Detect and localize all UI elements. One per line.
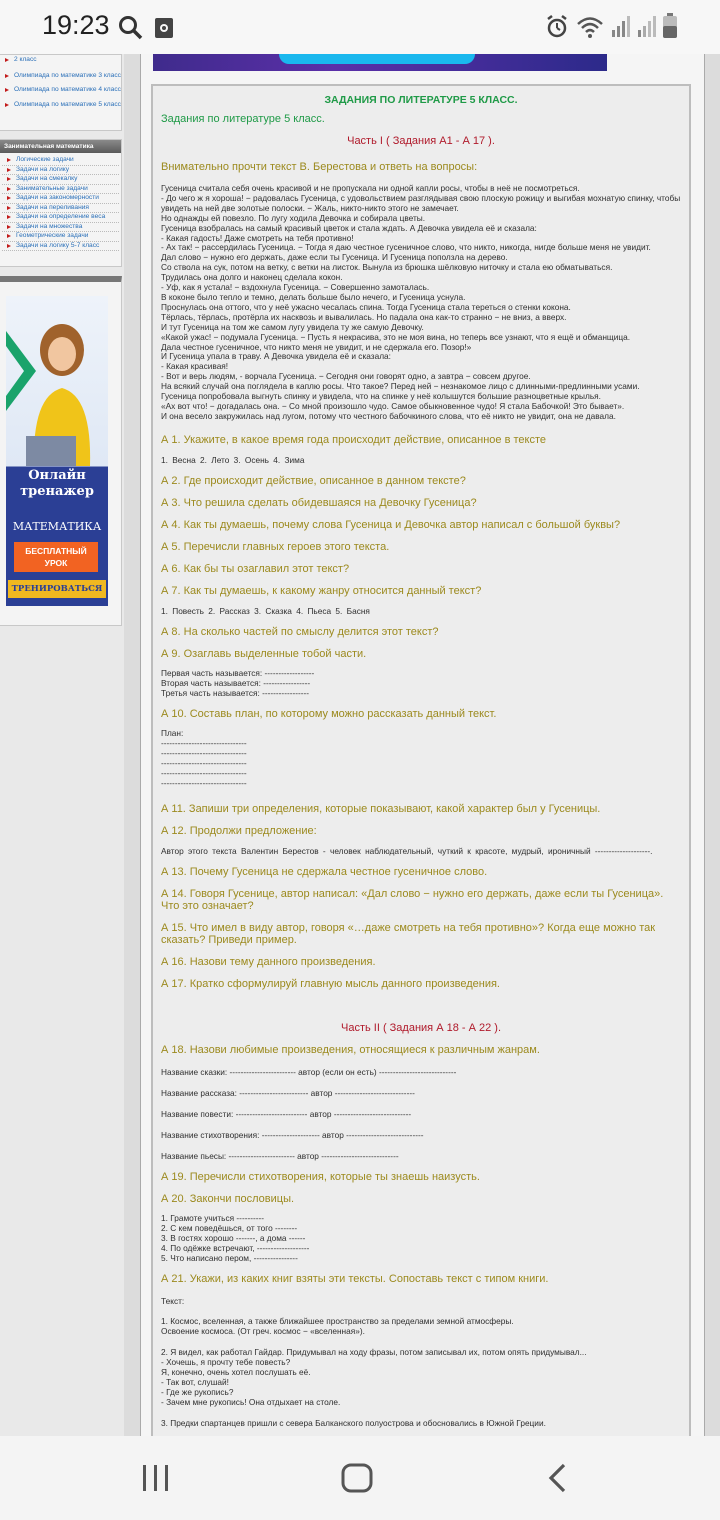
options-a7: 1. Повесть 2. Рассказ 3. Сказка 4. Пьеса 5. Басня <box>161 605 370 616</box>
answer-line: Вторая часть называется: ----------------- <box>161 677 311 688</box>
sidebar-link[interactable]: Задачи на логику 5-7 класс <box>2 242 119 252</box>
story-line: - Уф, как я устала! − вздохнула Гусеница. − Совершенно замоталась. <box>161 282 430 293</box>
question-a8: А 8. На сколько частей по смыслу делится этот текст? <box>161 625 439 638</box>
story-line: - Какая гадость! Даже смотреть на тебя противно! <box>161 232 354 243</box>
story-line: Гусеница взобралась на самый красивый цветок и стала ждать. А Девочка увидела её и сказала: <box>161 222 537 233</box>
question-a6: А 6. Как бы ты озаглавил этот текст? <box>161 562 350 575</box>
story-line: - Вот и верь людям, - ворчала Гусеница. − Сегодня они говорят одно, а завтра − совсем другое. <box>161 371 531 382</box>
question-a10: А 10. Составь план, по которому можно рассказать данный текст. <box>161 708 497 721</box>
question-a7: А 7. Как ты думаешь, к какому жанру относится данный текст? <box>161 584 482 597</box>
story-text <box>161 184 681 422</box>
question-a11: А 11. Запиши три определения, которые показывают, какой характер был у Гусеницы. <box>161 802 601 815</box>
fun-math-box <box>0 139 122 267</box>
question-a13: А 13. Почему Гусеница не сдержала честное гусеничное слово. <box>161 865 488 878</box>
free-lesson-button[interactable] <box>14 542 98 572</box>
text-line: - Зачем мне рукопись! Она отдыхает на столе. <box>161 1396 341 1407</box>
content-area <box>151 84 691 1436</box>
text-3 <box>161 1419 681 1429</box>
alarm-icon <box>545 15 569 39</box>
sidebar-link[interactable]: Задачи на переливания <box>2 204 119 214</box>
question-a4: А 4. Как ты думаешь, почему слова Гусеница и Девочка автор написал с большой буквы? <box>161 518 621 531</box>
text-line: 1. Космос, вселенная, а также ближайшее пространство за пределами земной атмосферы. <box>161 1316 514 1327</box>
sidebar-link[interactable]: Геометрические задачи <box>2 232 119 242</box>
proverb-item: 1. Грамоте учиться ---------- <box>161 1212 265 1223</box>
story-line: Тёрлась, тёрлась, протёрла их насквозь и вывалилась. Но падала она как-то странно − не вниз, а вверх. <box>161 311 567 322</box>
proverb-item: 2. С кем поведёшься, от того -------- <box>161 1222 298 1233</box>
banner-button[interactable] <box>279 54 475 64</box>
question-a12: А 12. Продолжи предложение: <box>161 824 317 837</box>
story-line: - До чего ж я хороша! − радовалась Гусеница, с удовольствием разглядывая свою плоскую рожицу и выгибая мохнатую спинку, чтобы увидеть на ней две золотые полоски. − Жаль, никто-никто этого не замечает. <box>161 192 681 213</box>
back-icon[interactable] <box>545 1462 569 1494</box>
ad-free-2: УРОК <box>44 558 68 568</box>
proverb-item: 3. В гостях хорошо -------, а дома ------ <box>161 1232 306 1243</box>
sidebar-link[interactable]: Олимпиада по математике 4 класс <box>0 86 121 95</box>
answer-line: ------------------------------- <box>161 778 247 788</box>
story-line: И Гусеница упала в траву. А Девочка увидела её и сказала: <box>161 351 391 362</box>
question-a3: А 3. Что решила сделать обидевшаяся на Девочку Гусеница? <box>161 496 477 509</box>
recent-apps-icon[interactable] <box>140 1463 172 1493</box>
story-line: И она весело закружилась над лугом, потому что честного бабочкиного слова, что её никто не увидит, она не давала. <box>161 410 616 421</box>
sentence-a12: Автор этого текста Валентин Берестов - человек наблюдательный, чуткий к красоте, мудрый, ироничный --------------------. <box>161 845 653 856</box>
page-title: ЗАДАНИЯ ПО ЛИТЕРАТУРЕ 5 КЛАСС. <box>324 94 518 106</box>
sidebar <box>0 54 124 1436</box>
question-a5: А 5. Перечисли главных героев этого текста. <box>161 540 390 553</box>
story-line: Со ствола на сук, потом на ветку, с ветки на листок. Вынула из брюшка шёлковую ниточку и стала ею обматываться. <box>161 262 613 273</box>
answer-line: ------------------------------- <box>161 758 247 769</box>
sidebar-link[interactable]: Задачи на закономерности <box>2 194 119 204</box>
answer-line: ------------------------------- <box>161 748 247 759</box>
sidebar-link[interactable]: Занимательные задачи <box>2 185 119 195</box>
ad-title-1: Онлайн <box>28 468 86 483</box>
story-line: Проснулась она оттого, что у неё ужасно чесалась спина. Тогда Гусеница стала тереться о стенки кокона. <box>161 301 571 312</box>
sidebar-link[interactable]: 2 класс <box>0 56 121 65</box>
proverbs-list <box>161 1214 681 1264</box>
part-heading-2: Часть II ( Задания А 18 - А 22 ). <box>341 1021 501 1034</box>
story-line: Трудилась она долго и наконец сделала кокон. <box>161 272 343 283</box>
signal-icon-2 <box>636 14 658 38</box>
text-line: - Где же рукопись? <box>161 1386 234 1397</box>
web-page <box>0 54 720 1436</box>
story-line: Дал слово − нужно его держать, даже если ты Гусеница. И Гусеница поползла на дерево. <box>161 252 508 263</box>
ad-free-1: БЕСПЛАТНЫЙ <box>25 546 87 556</box>
story-line: - Ах так! − рассердилась Гусеница. − Тогда я даю честное гусеничное слово, что никто, никогда, нигде больше меня не увидит. <box>161 242 651 253</box>
question-a18: А 18. Назови любимые произведения, относящиеся к различным жанрам. <box>161 1043 540 1056</box>
answer-line: Первая часть называется: ------------------ <box>161 667 315 678</box>
story-line: И тут Гусеница на том же самом лугу увидела ту же самую Девочку. <box>161 321 424 332</box>
sidebar-link[interactable]: Логические задачи <box>2 156 119 166</box>
question-a17: А 17. Кратко сформулируй главную мысль данного произведения. <box>161 977 500 990</box>
top-banner[interactable] <box>153 54 607 71</box>
battery-icon <box>662 13 678 39</box>
sidebar-link[interactable]: Задачи на определение веса <box>2 213 119 223</box>
genre-row: Название повести: -------------------------- автор ---------------------------- <box>161 1108 412 1119</box>
fun-math-header: Занимательная математика <box>0 140 121 153</box>
home-icon[interactable] <box>340 1462 374 1494</box>
genre-row: Название стихотворения: --------------------- автор ---------------------------- <box>161 1129 424 1140</box>
answer-line: Третья часть называется: ----------------- <box>161 687 310 698</box>
search-icon <box>118 15 144 41</box>
genre-row: Название пьесы: ------------------------ автор ---------------------------- <box>161 1150 399 1161</box>
sidebar-link[interactable]: Олимпиада по математике 5 класс <box>0 101 121 110</box>
plan-label: План: <box>161 728 184 739</box>
answer-line: ------------------------------- <box>161 768 247 779</box>
text-label: Текст: <box>161 1296 185 1307</box>
proverb-item: 4. По одёжке встречают, ------------------- <box>161 1242 310 1253</box>
sidebar-link[interactable]: Олимпиада по математике 3 класс <box>0 72 121 81</box>
screen-record-icon <box>154 17 174 39</box>
genre-row: Название рассказа: ------------------------- автор ----------------------------- <box>161 1087 415 1098</box>
question-a1: А 1. Укажите, в какое время года происходит действие, описанное в тексте <box>161 433 546 446</box>
page-subtitle: Задания по литературе 5 класс. <box>161 113 325 125</box>
train-button[interactable]: ТРЕНИРОВАТЬСЯ <box>8 580 106 598</box>
ad-subject: МАТЕМАТИКА <box>12 520 102 533</box>
wifi-icon <box>576 15 604 39</box>
text-line: 3. Предки спартанцев пришли с севера Балканского полуострова и обосновались в Южной Греции. <box>161 1417 546 1428</box>
story-line: Гусеница считала себя очень красивой и не пропускала ни одной капли росы, чтобы в неё не посмотреться. <box>161 183 580 193</box>
proverb-item: 5. Что написано пером, ---------------- <box>161 1252 298 1263</box>
answer-lines-a9 <box>161 669 681 699</box>
question-a16: А 16. Назови тему данного произведения. <box>161 955 376 968</box>
question-a14: А 14. Говоря Гусенице, автор написал: «Дал слово − нужно его держать, даже если ты Гусеница». Что это означает? <box>161 887 664 912</box>
ad-title-2: тренажер <box>20 484 94 499</box>
story-line: - Какая красивая! <box>161 361 229 372</box>
question-a9: А 9. Озаглавь выделенные тобой части. <box>161 647 367 660</box>
text-line: Освоение космоса. (От греч. космос − «вселенная»). <box>161 1326 365 1337</box>
text-2 <box>161 1348 681 1407</box>
text-line: - Хочешь, я прочту тебе повесть? <box>161 1357 291 1368</box>
sidebar-link[interactable]: Задачи на смекалку <box>2 175 119 185</box>
student-photo <box>26 316 96 466</box>
question-a15: А 15. Что имел в виду автор, говоря «…даже смотреть на тебя противно»? Когда еще можно так сказать? Приведи пример. <box>161 921 656 946</box>
story-line: «Ах вот что! − догадалась она. − Со мной произошло чудо. Самое обыкновенное чудо! Я стала Бабочкой! Это бывает». <box>161 400 625 411</box>
question-a21: А 21. Укажи, из каких книг взяты эти тексты. Сопоставь текст с типом книги. <box>161 1273 549 1286</box>
genre-row: Название сказки: ------------------------ автор (если он есть) ---------------------------- <box>161 1066 457 1077</box>
story-line: «Какой ужас! − подумала Гусеница. − Пусть я некрасива, это не моя вина, но теперь все узнают, что я ещё и обманщица. <box>161 331 631 342</box>
question-a20: А 20. Закончи пословицы. <box>161 1192 295 1205</box>
plan-block <box>161 729 681 788</box>
trainer-ad-banner[interactable] <box>6 296 108 606</box>
story-line: В коконе было тепло и темно, делать больше было нечего, и Гусеница уснула. <box>161 291 466 302</box>
sidebar-link[interactable]: Задачи на множества <box>2 223 119 233</box>
text-line: 2. Я видел, как работал Гайдар. Придумывал на ходу фразы, потом записывал их, потом опять придумывал... <box>161 1347 587 1358</box>
story-line: Но однажды ей повезло. По лугу ходила Девочка и собирала цветы. <box>161 212 426 223</box>
status-bar <box>0 0 720 54</box>
question-a19: А 19. Перечисли стихотворения, которые ты знаешь наизусть. <box>161 1170 480 1183</box>
instruction: Внимательно прочти текст В. Берестова и ответь на вопросы: <box>161 161 478 173</box>
story-line: Гусеница попробовала выгнуть спинку и увидела, что на спинке у неё колышутся большие разноцветные крылья. <box>161 391 601 402</box>
part-heading: Часть I ( Задания А1 - А 17 ). <box>347 135 495 147</box>
olympiad-box <box>0 54 122 131</box>
sidebar-link[interactable]: Задачи на логику <box>2 166 119 176</box>
text-line: - Так вот, слушай! <box>161 1376 229 1387</box>
signal-icon <box>610 14 632 38</box>
text-line: Я, конечно, очень хотел послушать её. <box>161 1367 311 1378</box>
answer-line: ------------------------------- <box>161 738 247 749</box>
story-line: Дала честное гусеничное, что никто меня не увидит, и не сдержала его. Позор!» <box>161 341 472 352</box>
question-a2: А 2. Где происходит действие, описанное в данном тексте? <box>161 474 466 487</box>
main-column <box>140 54 705 1436</box>
options-a1: 1. Весна 2. Лето 3. Осень 4. Зима <box>161 454 305 465</box>
android-nav-bar <box>0 1436 720 1520</box>
text-1 <box>161 1317 681 1337</box>
story-line: На всякий случай она поглядела в каплю росы. Что такое? Перед ней − незнакомое лицо с длинными-предлинными усами. <box>161 381 640 392</box>
status-time: 19:23 <box>42 10 110 40</box>
